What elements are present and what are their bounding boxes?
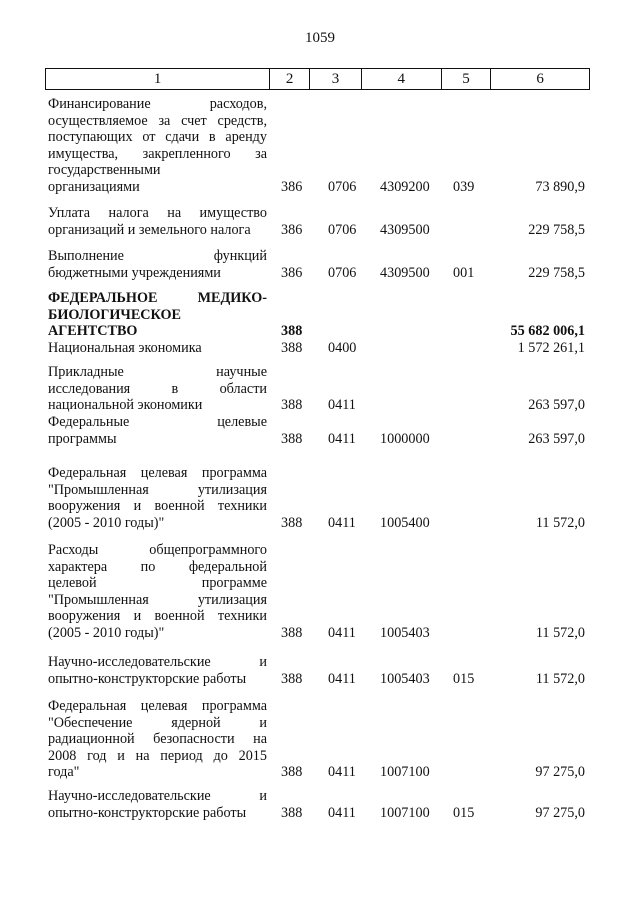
row-code-2: 388	[281, 397, 303, 414]
row-description-line: АГЕНТСТВО	[48, 323, 138, 340]
row-description-line: национальной экономики	[48, 397, 203, 414]
row-description-line: "Промышленная утилизация	[48, 591, 267, 608]
row-code-4: 4309500	[380, 264, 430, 281]
row-description-line: программы	[48, 430, 117, 447]
row-amount: 11 572,0	[535, 670, 585, 687]
row-description-line: организациями	[48, 178, 140, 195]
row-description-line: (2005 - 2010 годы)"	[48, 624, 165, 641]
row-description	[48, 205, 267, 238]
row-description-line: Федеральная целевая программа	[48, 465, 267, 481]
row-code-3: 0706	[328, 179, 357, 195]
row-code-2: 388	[281, 670, 303, 687]
row-amount: 229 758,5	[528, 221, 585, 238]
row-description-line: года"	[48, 764, 80, 781]
row-code-3: 0411	[328, 514, 356, 531]
row-description-line: государственными	[48, 162, 161, 179]
row-description-line: Научно-исследовательские и	[48, 788, 267, 804]
row-code-3: 0411	[328, 397, 356, 414]
header-col-5: 5	[442, 69, 492, 89]
row-description-line: вооружения и военной техники	[48, 498, 267, 515]
row-code-2: 388	[281, 430, 303, 447]
row-description-line: исследования в области	[48, 380, 267, 397]
row-description-line: Прикладные научные	[48, 364, 267, 380]
row-description-line: радиационной безопасности на	[48, 731, 267, 748]
row-code-3: 0706	[328, 264, 357, 281]
row-description-line: опытно-конструкторские работы	[48, 670, 247, 687]
row-description	[48, 788, 267, 821]
row-code-3: 0411	[328, 430, 356, 447]
row-description	[48, 290, 267, 340]
row-code-3: 0400	[328, 340, 357, 356]
row-code-4: 1007100	[380, 804, 430, 821]
row-code-2: 386	[281, 264, 303, 281]
row-code-4: 1005400	[380, 514, 430, 531]
row-amount: 263 597,0	[528, 397, 585, 414]
row-description	[48, 340, 267, 357]
row-description-line: "Обеспечение ядерной и	[48, 714, 267, 731]
row-description-line: осуществляемое за счет средств,	[48, 112, 267, 129]
row-description	[48, 542, 267, 642]
row-code-4: 1000000	[380, 430, 430, 447]
row-code-3: 0411	[328, 625, 356, 641]
row-description-line: (2005 - 2010 годы)"	[48, 514, 165, 531]
row-code-3: 0706	[328, 221, 357, 238]
row-description	[48, 414, 267, 447]
row-code-4: 4309200	[380, 179, 430, 195]
row-amount: 263 597,0	[528, 430, 585, 447]
row-code-5: 039	[453, 179, 475, 195]
row-code-2: 386	[281, 221, 303, 238]
row-amount: 97 275,0	[535, 764, 585, 781]
row-code-5: 015	[453, 670, 475, 687]
row-amount: 97 275,0	[535, 804, 585, 821]
row-description-line: Выполнение функций	[48, 248, 267, 264]
table-header-row	[45, 68, 590, 90]
row-code-2: 386	[281, 179, 303, 195]
row-description-line: БИОЛОГИЧЕСКОЕ	[48, 306, 181, 323]
row-amount: 11 572,0	[535, 514, 585, 531]
row-code-3: 0411	[328, 804, 356, 821]
row-code-4: 4309500	[380, 221, 430, 238]
row-amount: 11 572,0	[535, 625, 585, 641]
row-description-line: Уплата налога на имущество	[48, 205, 267, 221]
row-description-line: имущества, закрепленного за	[48, 145, 267, 162]
row-code-3: 0411	[328, 670, 356, 687]
row-code-2: 388	[281, 764, 303, 781]
row-code-5: 015	[453, 804, 475, 821]
header-col-1: 1	[46, 69, 270, 89]
row-description-line: ФЕДЕРАЛЬНОЕ МЕДИКО-	[48, 290, 267, 306]
row-code-2: 388	[281, 625, 303, 641]
row-description	[48, 364, 267, 414]
row-description	[48, 465, 267, 531]
row-code-2: 388	[281, 323, 303, 340]
row-code-3: 0411	[328, 764, 356, 781]
row-description-line: Федеральные целевые	[48, 414, 267, 430]
row-description-line: Научно-исследовательские и	[48, 654, 267, 670]
row-description	[48, 248, 267, 281]
row-description-line: Национальная экономика	[48, 340, 202, 356]
row-description-line: Финансирование расходов,	[48, 96, 267, 112]
header-col-3: 3	[310, 69, 362, 89]
header-col-2: 2	[270, 69, 310, 89]
row-description-line: 2008 год и на период до 2015	[48, 747, 267, 764]
row-description-line: организаций и земельного налога	[48, 221, 251, 238]
row-amount: 73 890,9	[535, 179, 585, 195]
row-code-4: 1005403	[380, 670, 430, 687]
row-description-line: Федеральная целевая программа	[48, 698, 267, 714]
header-col-6: 6	[536, 71, 544, 87]
row-description-line: опытно-конструкторские работы	[48, 804, 247, 821]
page-number: 1059	[305, 30, 335, 46]
row-description	[48, 654, 267, 687]
row-code-2: 388	[281, 514, 303, 531]
row-description	[48, 698, 267, 781]
row-code-2: 388	[281, 804, 303, 821]
row-code-2: 388	[281, 340, 303, 356]
row-amount: 229 758,5	[528, 264, 585, 281]
row-code-5: 001	[453, 264, 475, 281]
row-description	[48, 96, 267, 196]
row-description-line: Расходы общепрограммного	[48, 542, 267, 558]
row-amount: 55 682 006,1	[510, 323, 585, 340]
row-description-line: характера по федеральной	[48, 558, 267, 575]
row-description-line: вооружения и военной техники	[48, 608, 267, 625]
header-col-4: 4	[362, 69, 442, 89]
row-description-line: бюджетными учреждениями	[48, 264, 221, 281]
row-code-4: 1007100	[380, 764, 430, 781]
row-description-line: "Промышленная утилизация	[48, 481, 267, 498]
row-description-line: поступающих от сдачи в аренду	[48, 129, 267, 146]
row-amount: 1 572 261,1	[517, 340, 585, 356]
row-code-4: 1005403	[380, 625, 430, 641]
row-description-line: целевой программе	[48, 575, 267, 592]
